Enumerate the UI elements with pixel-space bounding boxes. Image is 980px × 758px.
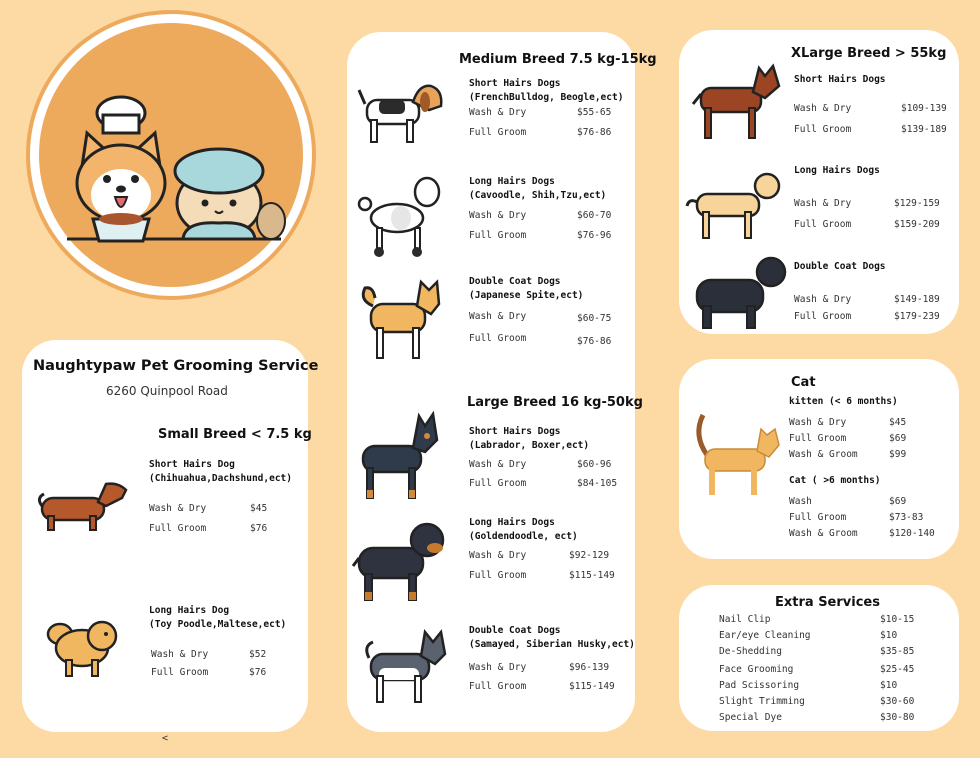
extra-service-name: Special Dye xyxy=(719,712,782,723)
xlarge-long-wash-label: Wash & Dry xyxy=(794,198,852,209)
xlarge-breed-card xyxy=(679,30,959,334)
extra-service-price: $30-60 xyxy=(880,696,915,707)
small-breed-card xyxy=(22,340,319,732)
beagle-icon xyxy=(357,80,447,150)
kitten-heading: kitten (< 6 months) xyxy=(789,396,898,407)
medium-double-wash-price: $60-75 xyxy=(577,313,612,324)
medium-long-wash-label: Wash & Dry xyxy=(469,210,527,221)
extra-services-card xyxy=(679,585,959,731)
xlarge-long-groom-price: $159-209 xyxy=(894,219,940,230)
adult-wash-price: $69 xyxy=(889,496,907,507)
extra-service-name: Pad Scissoring xyxy=(719,680,800,691)
adult-groom-label: Full Groom xyxy=(789,512,847,523)
large-long-groom-price: $115-149 xyxy=(569,570,615,581)
xlarge-double-groom-price: $179-239 xyxy=(894,311,940,322)
medium-short-heading: Short Hairs Dogs xyxy=(469,78,561,89)
small-short-breeds: (Chihuahua,Dachshund,ect) xyxy=(149,473,292,484)
large-double-wash-price: $96-139 xyxy=(569,662,610,673)
xlarge-double-heading: Double Coat Dogs xyxy=(794,261,886,272)
medium-long-groom-price: $76-96 xyxy=(577,230,612,241)
xlarge-short-wash-label: Wash & Dry xyxy=(794,103,852,114)
small-short-heading: Short Hairs Dog xyxy=(149,459,235,470)
xlarge-double-groom-label: Full Groom xyxy=(794,311,852,322)
medium-short-wash-label: Wash & Dry xyxy=(469,107,527,118)
large-double-breeds: (Samayed, Siberian Husky,ect) xyxy=(469,639,635,650)
extra-service-name: Nail Clip xyxy=(719,614,771,625)
xlarge-short-wash-price: $109-139 xyxy=(901,103,947,114)
cat-card xyxy=(679,359,959,559)
shiba-icon xyxy=(357,276,447,366)
large-long-groom-label: Full Groom xyxy=(469,570,527,581)
husky-icon xyxy=(363,628,453,708)
small-short-groom-price: $76 xyxy=(250,523,268,534)
extra-service-price: $35-85 xyxy=(880,646,915,657)
large-long-heading: Long Hairs Dogs xyxy=(469,517,555,528)
business-name: Naughtypaw Pet Grooming Service xyxy=(33,358,319,374)
logo-badge xyxy=(30,14,312,296)
medium-double-breeds: (Japanese Spite,ect) xyxy=(469,290,584,301)
extra-service-price: $25-45 xyxy=(880,664,915,675)
medium-long-heading: Long Hairs Dogs xyxy=(469,176,555,187)
large-long-breeds: (Goldendoodle, ect) xyxy=(469,531,578,542)
xlarge-double-wash-price: $149-189 xyxy=(894,294,940,305)
medium-short-breeds: (FrenchBulldog, Beogle,ect) xyxy=(469,92,624,103)
small-long-wash-price: $52 xyxy=(249,649,267,660)
kitten-groom-price: $69 xyxy=(889,433,907,444)
large-breed-title: Large Breed 16 kg-50kg xyxy=(467,395,643,410)
small-short-wash-label: Wash & Dry xyxy=(149,503,207,514)
adult-washgroom-label: Wash & Groom xyxy=(789,528,858,539)
kitten-groom-label: Full Groom xyxy=(789,433,847,444)
small-short-wash-price: $45 xyxy=(250,503,268,514)
large-double-groom-price: $115-149 xyxy=(569,681,615,692)
medium-long-wash-price: $60-70 xyxy=(577,210,612,221)
doberman-icon xyxy=(355,406,445,506)
small-long-groom-label: Full Groom xyxy=(151,667,209,678)
xlarge-long-heading: Long Hairs Dogs xyxy=(794,165,880,176)
kitten-wash-price: $45 xyxy=(889,417,907,428)
xlarge-short-groom-price: $139-189 xyxy=(901,124,947,135)
cat-title: Cat xyxy=(791,375,816,390)
footer-mark: < xyxy=(162,733,169,744)
extra-service-price: $10 xyxy=(880,630,898,641)
small-long-heading: Long Hairs Dog xyxy=(149,605,230,616)
medium-double-wash-label: Wash & Dry xyxy=(469,311,527,322)
extra-service-price: $10-15 xyxy=(880,614,915,625)
golden-retriever-icon xyxy=(687,172,787,242)
medium-breed-title: Medium Breed 7.5 kg-15kg xyxy=(459,52,657,67)
cat-icon xyxy=(693,411,793,501)
large-short-wash-label: Wash & Dry xyxy=(469,459,527,470)
small-breed-title: Small Breed < 7.5 kg xyxy=(158,427,312,442)
large-double-heading: Double Coat Dogs xyxy=(469,625,561,636)
medium-double-heading: Double Coat Dogs xyxy=(469,276,561,287)
kitten-washgroom-label: Wash & Groom xyxy=(789,449,858,460)
poodle-icon xyxy=(357,172,447,262)
extra-service-price: $30-80 xyxy=(880,712,915,723)
xlarge-long-groom-label: Full Groom xyxy=(794,219,852,230)
great-dane-icon xyxy=(691,64,787,144)
extra-service-name: Ear/eye Cleaning xyxy=(719,630,811,641)
small-long-breeds: (Toy Poodle,Maltese,ect) xyxy=(149,619,287,630)
extra-service-price: $10 xyxy=(880,680,898,691)
medium-short-wash-price: $55-65 xyxy=(577,107,612,118)
small-long-groom-price: $76 xyxy=(249,667,267,678)
extra-services-title: Extra Services xyxy=(775,595,880,610)
large-short-groom-label: Full Groom xyxy=(469,478,527,489)
adult-groom-price: $73-83 xyxy=(889,512,924,523)
medium-large-card xyxy=(347,32,657,732)
business-address: 6260 Quinpool Road xyxy=(106,384,228,398)
medium-double-groom-label: Full Groom xyxy=(469,333,527,344)
extra-service-name: De-Shedding xyxy=(719,646,782,657)
xlarge-breed-title: XLarge Breed > 55kg xyxy=(791,46,947,61)
logo-illustration-icon xyxy=(39,23,303,287)
large-short-breeds: (Labrador, Boxer,ect) xyxy=(469,440,590,451)
xlarge-short-groom-label: Full Groom xyxy=(794,124,852,135)
adult-wash-label: Wash xyxy=(789,496,812,507)
large-long-wash-label: Wash & Dry xyxy=(469,550,527,561)
medium-long-groom-label: Full Groom xyxy=(469,230,527,241)
small-short-groom-label: Full Groom xyxy=(149,523,207,534)
xlarge-double-wash-label: Wash & Dry xyxy=(794,294,852,305)
large-double-wash-label: Wash & Dry xyxy=(469,662,527,673)
xlarge-long-wash-price: $129-159 xyxy=(894,198,940,209)
medium-double-groom-price: $76-86 xyxy=(577,336,612,347)
adult-cat-heading: Cat ( >6 months) xyxy=(789,475,881,486)
large-double-groom-label: Full Groom xyxy=(469,681,527,692)
adult-washgroom-price: $120-140 xyxy=(889,528,935,539)
newfoundland-icon xyxy=(691,256,791,332)
dachshund-icon xyxy=(34,476,134,536)
extra-service-name: Slight Trimming xyxy=(719,696,805,707)
medium-long-breeds: (Cavoodle, Shih,Tzu,ect) xyxy=(469,190,607,201)
pomeranian-icon xyxy=(46,612,126,682)
small-long-wash-label: Wash & Dry xyxy=(151,649,209,660)
xlarge-short-heading: Short Hairs Dogs xyxy=(794,74,886,85)
medium-short-groom-price: $76-86 xyxy=(577,127,612,138)
large-short-groom-price: $84-105 xyxy=(577,478,618,489)
large-short-heading: Short Hairs Dogs xyxy=(469,426,561,437)
rottweiler-icon xyxy=(351,518,451,608)
medium-short-groom-label: Full Groom xyxy=(469,127,527,138)
large-short-wash-price: $60-96 xyxy=(577,459,612,470)
extra-service-name: Face Grooming xyxy=(719,664,794,675)
kitten-washgroom-price: $99 xyxy=(889,449,907,460)
large-long-wash-price: $92-129 xyxy=(569,550,610,561)
kitten-wash-label: Wash & Dry xyxy=(789,417,847,428)
